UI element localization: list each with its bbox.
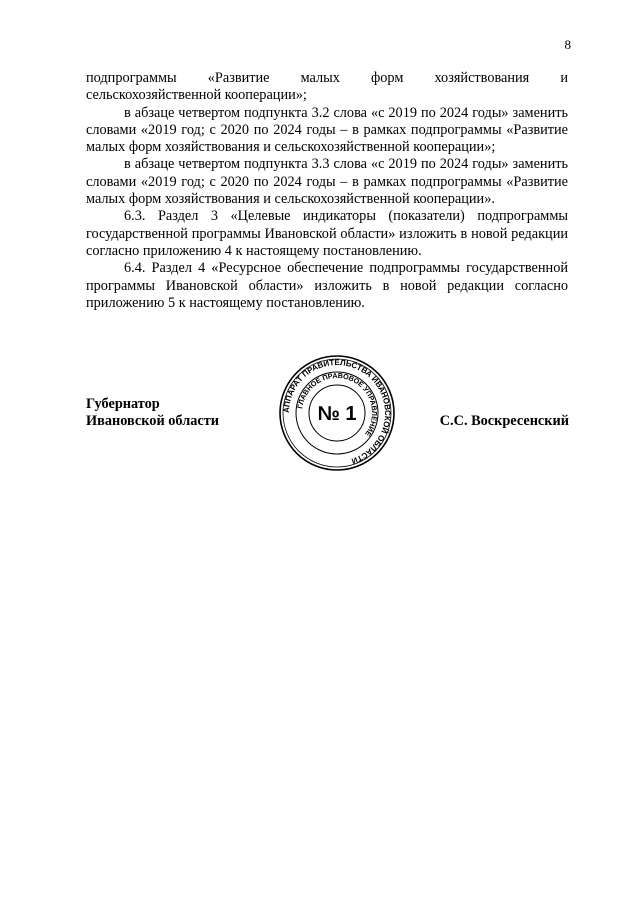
page-number: 8 — [564, 37, 571, 52]
paragraph-amendment-3-2: в абзаце четвертом подпункта 3.2 слова «с 2019 по 2024 годы» заменить словами «2019 год; с 2020 по 2024 годы – в рамках подпрограммы «Развитие малых форм хозяйствования и сельскохозяйственной кооперации»; — [86, 104, 568, 156]
stamp-outer-text: АППАРАТ ПРАВИТЕЛЬСТВА ИВАНОВСКОЙ ОБЛАСТИ — [281, 357, 393, 466]
stamp-number: № 1 — [317, 403, 357, 425]
signer-title — [86, 396, 219, 431]
signer-name: С.С. Воскресенский — [439, 413, 569, 429]
document-body — [86, 70, 568, 312]
paragraph-amendment-3-3: в абзаце четвертом подпункта 3.3 слова «с 2019 по 2024 годы» заменить словами «2019 год; с 2020 по 2024 годы – в рамках подпрограммы «Развитие малых форм хозяйствования и сельскохозяйственной кооперации». — [86, 156, 568, 208]
signer-title-line2: Ивановской области — [86, 413, 219, 430]
paragraph-item-6-3: 6.3. Раздел 3 «Целевые индикаторы (показатели) подпрограммы государственной программы Ивановской области» изложить в новой редакции согласно приложению 4 к настоящему постановлению. — [86, 208, 568, 259]
stamp-inner-text: ГЛАВНОЕ ПРАВОВОЕ УПРАВЛЕНИЕ — [295, 370, 380, 439]
signer-title-line1: Губернатор — [86, 396, 160, 412]
paragraph-continuation: подпрограммы «Развитие малых форм хозяйствования и сельскохозяйственной кооперации»; — [86, 70, 568, 104]
official-stamp-seal — [278, 354, 396, 472]
paragraph-item-6-4: 6.4. Раздел 4 «Ресурсное обеспечение подпрограммы государственной программы Ивановской области» изложить в новой редакции согласно приложению 5 к настоящему постановлению. — [86, 260, 568, 311]
